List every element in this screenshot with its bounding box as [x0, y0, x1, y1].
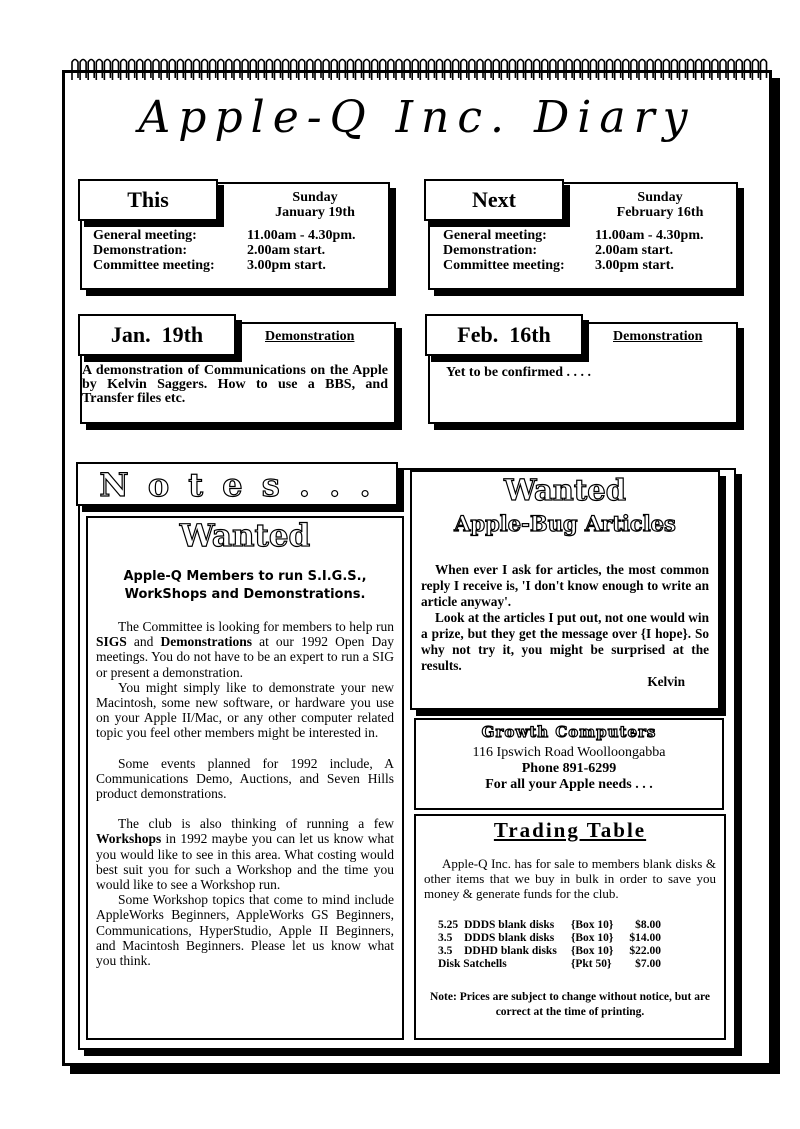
spiral-coil — [501, 60, 507, 81]
item-price: $22.00 — [629, 945, 662, 957]
notes-paragraph — [96, 619, 394, 680]
spiral-coil — [177, 60, 183, 81]
spiral-coil — [696, 60, 702, 81]
schedule-value: 2.00am start. — [595, 243, 674, 258]
spiral-coil — [258, 60, 264, 81]
spiral-coil — [137, 60, 143, 81]
notes-subtitle-line2: WorkShops and Demonstrations. — [124, 587, 366, 602]
spiral-coil — [526, 60, 532, 81]
spiral-coil — [485, 60, 491, 81]
schedule-value: 3.00pm start. — [247, 258, 326, 273]
spiral-coil — [761, 60, 767, 81]
spiral-coil — [744, 60, 750, 81]
spiral-coil — [113, 60, 119, 81]
spiral-coil — [599, 60, 605, 81]
spiral-coil — [169, 60, 175, 81]
emphasis-demonstrations: Demonstrations — [160, 634, 252, 650]
spiral-coil — [728, 60, 734, 81]
spiral-coil — [590, 60, 596, 81]
next-meeting-tab: Next — [424, 179, 564, 221]
schedule-row — [443, 243, 704, 258]
price-row — [438, 932, 667, 945]
spiral-coil — [283, 60, 289, 81]
schedule-row — [93, 243, 356, 258]
item-pack: {Box 10} — [570, 945, 614, 957]
spiral-coil — [250, 60, 256, 81]
spiral-coil — [558, 60, 564, 81]
spiral-coil — [639, 60, 645, 81]
spiral-coil — [477, 60, 483, 81]
emphasis-workshops: Workshops — [96, 831, 162, 847]
schedule-label: Committee meeting: — [93, 258, 215, 273]
item-size: 3.5 — [438, 932, 453, 944]
item-price: $8.00 — [635, 919, 662, 931]
spiral-coil — [161, 60, 167, 81]
spiral-coil — [121, 60, 127, 81]
schedule-value: 3.00pm start. — [595, 258, 674, 273]
spiral-coil — [688, 60, 694, 81]
spiral-coil — [96, 60, 102, 81]
spiral-coil — [129, 60, 135, 81]
notes-paragraph: Some Workshop topics that come to mind include AppleWorks Beginners, AppleWorks GS Beginners, Communications, HyperStudio, Apple II Beginners, and Macintosh Beginners. Please let us know what you think. — [96, 892, 394, 969]
item-price: $14.00 — [629, 932, 662, 944]
articles-paragraph: When ever I ask for articles, the most common reply I receive is, 'I don't know enough to write an article anyway'. — [421, 562, 709, 609]
item-size: 5.25 — [438, 919, 459, 931]
spiral-coil — [347, 60, 353, 81]
spiral-coil — [720, 60, 726, 81]
next-meeting-day: Sunday — [637, 190, 683, 205]
spiral-coil — [542, 60, 548, 81]
price-list — [438, 919, 667, 971]
text-run: in 1992 maybe you can let us know what you would like to see in this area. What costing would best suit you for such a Workshop and the time you would like to see a Workshop run. — [96, 831, 394, 893]
spiral-coil — [242, 60, 248, 81]
growth-address: 116 Ipswich Road Woolloongabba — [472, 745, 666, 760]
this-meeting-day: Sunday — [292, 190, 338, 205]
item-size: 3.5 — [438, 945, 453, 957]
spiral-coil — [372, 60, 378, 81]
schedule-row — [443, 258, 704, 273]
spiral-coil — [185, 60, 191, 81]
spiral-binding — [62, 56, 772, 86]
schedule-label: General meeting: — [443, 228, 547, 243]
articles-signature: Kelvin — [647, 674, 685, 689]
notes-subtitle-line1: Apple-Q Members to run S.I.G.S., — [123, 569, 367, 584]
trading-intro: Apple-Q Inc. has for sale to members blank disks & other items that we buy in bulk in order to save you money & generate funds for the club. — [424, 856, 716, 901]
schedule-value: 11.00am - 4.30pm. — [247, 228, 356, 243]
text-run: at our 1992 Open Day meetings. You do not have to be an expert to run a SIG or present a demonstration. — [96, 634, 394, 680]
spiral-coil — [88, 60, 94, 81]
growth-name: Growth Computers — [481, 723, 657, 741]
spiral-coil — [412, 60, 418, 81]
page-title: Apple-Q Inc. Diary — [138, 92, 696, 143]
spiral-coil — [299, 60, 305, 81]
articles-body — [421, 562, 709, 690]
spiral-coil — [736, 60, 742, 81]
spiral-coil — [655, 60, 661, 81]
schedule-label: Demonstration: — [93, 243, 188, 258]
spiral-coil — [647, 60, 653, 81]
item-pack: {Box 10} — [570, 932, 614, 944]
trading-note: Note: Prices are subject to change without notice, but are correct at the time of printing. — [430, 991, 710, 1018]
spiral-coil — [275, 60, 281, 81]
notes-paragraph — [96, 816, 394, 892]
schedule-row — [93, 258, 356, 273]
spiral-coil — [404, 60, 410, 81]
item-pack: {Box 10} — [570, 919, 614, 931]
schedule-row — [443, 228, 704, 243]
this-meeting-date: January 19th — [275, 205, 355, 220]
spiral-coil — [752, 60, 758, 81]
schedule-value: 11.00am - 4.30pm. — [595, 228, 704, 243]
notes-heading: N o t e s . . . — [99, 466, 375, 504]
next-meeting-date: February 16th — [616, 205, 704, 220]
articles-subtitle: Apple-Bug Articles — [454, 511, 676, 536]
jan-demo-date-tab: Jan. 19th — [78, 314, 236, 356]
spiral-coil — [453, 60, 459, 81]
price-row — [438, 919, 667, 932]
spiral-coil — [607, 60, 613, 81]
spiral-coil — [388, 60, 394, 81]
spiral-coil — [266, 60, 272, 81]
spiral-coil — [234, 60, 240, 81]
spiral-coil — [364, 60, 370, 81]
price-row — [438, 958, 667, 971]
item-pack: {Pkt 50} — [570, 958, 612, 970]
feb-demo-heading: Demonstration — [613, 329, 703, 344]
text-run: and — [126, 634, 161, 650]
schedule-label: Demonstration: — [443, 243, 538, 258]
spiral-coil — [153, 60, 159, 81]
spiral-coil — [80, 60, 86, 81]
spiral-coil — [509, 60, 515, 81]
item-type: DDDS blank disks — [464, 919, 555, 931]
growth-phone: Phone 891-6299 — [521, 761, 617, 776]
spiral-coil — [493, 60, 499, 81]
spiral-coil — [704, 60, 710, 81]
notes-paragraph: Some events planned for 1992 include, A Communications Demo, Auctions, and Seven Hills product demonstrations. — [96, 755, 394, 802]
spiral-coil — [291, 60, 297, 81]
spiral-coil — [202, 60, 208, 81]
notes-body — [96, 619, 394, 968]
spiral-coil — [631, 60, 637, 81]
jan-demo-heading: Demonstration — [265, 329, 355, 344]
spiral-coil — [623, 60, 629, 81]
articles-paragraph: Look at the articles I put out, not one would win a prize, but they get the message over {I hope}. So why not try it, you might be surprised at the results. — [421, 610, 709, 673]
price-row — [438, 945, 667, 958]
notes-subtitle — [86, 568, 404, 604]
notes-wanted-title: Wanted — [179, 518, 311, 554]
spiral-coil — [226, 60, 232, 81]
spiral-coil — [680, 60, 686, 81]
spiral-coil — [356, 60, 362, 81]
spiral-coil — [315, 60, 321, 81]
spiral-coil — [671, 60, 677, 81]
next-meeting-schedule — [443, 228, 704, 273]
spiral-coil — [437, 60, 443, 81]
schedule-label: Committee meeting: — [443, 258, 565, 273]
feb-demo-date-tab: Feb. 16th — [425, 314, 583, 356]
schedule-value: 2.00am start. — [247, 243, 326, 258]
spiral-coil — [331, 60, 337, 81]
feb-demo-text: Yet to be confirmed . . . . — [446, 365, 592, 380]
spiral-coil — [145, 60, 151, 81]
growth-tagline: For all your Apple needs . . . — [485, 777, 653, 792]
spiral-coil — [615, 60, 621, 81]
spiral-coil — [518, 60, 524, 81]
spiral-coil — [712, 60, 718, 81]
item-type: DDHD blank disks — [464, 945, 557, 957]
articles-wanted-title: Wanted — [503, 473, 627, 507]
item-type: DDDS blank disks — [464, 932, 555, 944]
spiral-coil — [550, 60, 556, 81]
spiral-coil — [420, 60, 426, 81]
spiral-coil — [663, 60, 669, 81]
text-run: The Committee is looking for members to help run — [118, 619, 394, 634]
emphasis-sigs: SIGS — [96, 634, 127, 650]
spiral-coil — [574, 60, 580, 81]
spiral-coil — [72, 60, 78, 81]
spiral-coil — [380, 60, 386, 81]
spiral-coil — [307, 60, 313, 81]
spiral-coil — [210, 60, 216, 81]
spiral-coil — [445, 60, 451, 81]
spiral-coil — [194, 60, 200, 81]
item-size: Disk Satchells — [438, 958, 507, 970]
spiral-coil — [396, 60, 402, 81]
spiral-coil — [469, 60, 475, 81]
schedule-row — [93, 228, 356, 243]
spiral-coil — [218, 60, 224, 81]
notes-paragraph: You might simply like to demonstrate your new Macintosh, some new software, or hardware you use on your Apple II/Mac, or any other computer related topic you feel other members might be interested in. — [96, 679, 394, 741]
text-run: The club is also thinking of running a few — [118, 816, 394, 832]
spiral-coil — [566, 60, 572, 81]
spiral-coil — [582, 60, 588, 81]
spiral-coil — [534, 60, 540, 81]
jan-demo-text: A demonstration of Communications on the Apple by Kelvin Saggers. How to use a BBS, and Transfer files etc. — [82, 363, 388, 406]
spiral-coil — [323, 60, 329, 81]
trading-title: Trading Table — [493, 818, 647, 842]
this-meeting-tab: This — [78, 179, 218, 221]
spiral-coil — [104, 60, 110, 81]
spiral-coil — [339, 60, 345, 81]
schedule-label: General meeting: — [93, 228, 197, 243]
this-meeting-schedule — [93, 228, 356, 273]
spiral-coil — [461, 60, 467, 81]
spiral-coil — [428, 60, 434, 81]
item-price: $7.00 — [635, 958, 662, 970]
